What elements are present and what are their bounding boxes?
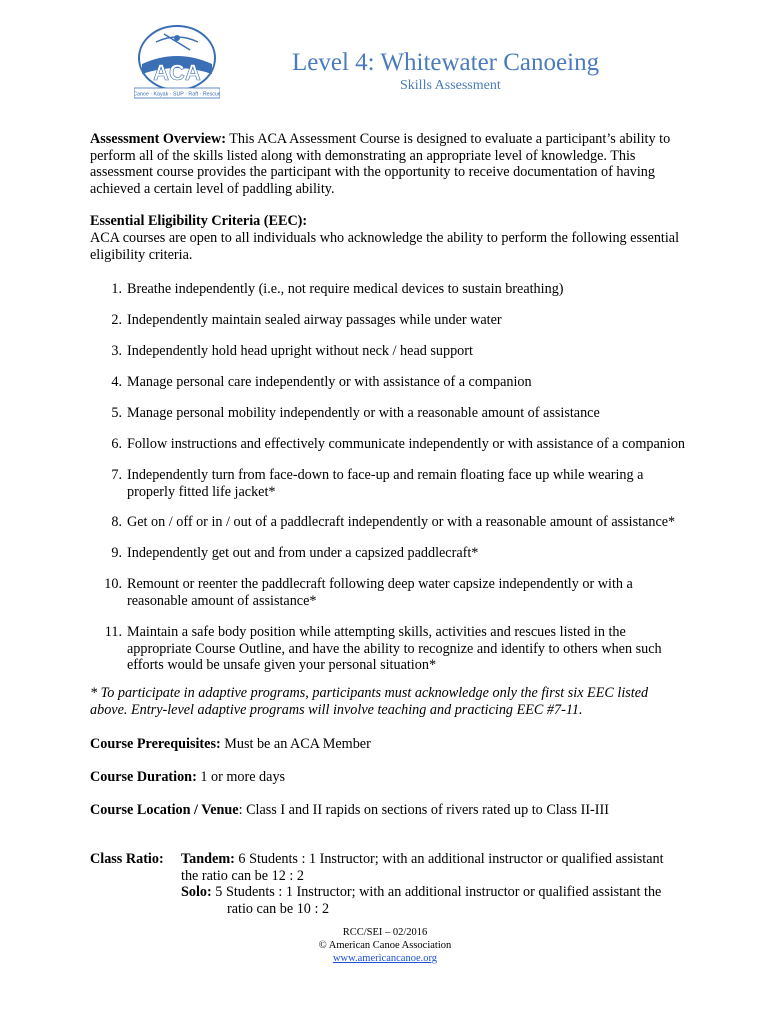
list-item-number: 2.	[111, 311, 122, 328]
overview-label: Assessment Overview:	[90, 131, 226, 147]
duration-label: Course Duration:	[90, 769, 197, 785]
eec-heading	[90, 213, 686, 230]
list-item-text: Manage personal care independently or with assistance of a companion	[127, 373, 532, 390]
list-item-text: Follow instructions and effectively communicate independently or with assistance of a companion	[127, 435, 686, 452]
list-item-text: Manage personal mobility independently or with a reasonable amount of assistance	[127, 404, 600, 421]
eec-intro: ACA courses are open to all individuals who acknowledge the ability to perform the following essential eligibility criteria.	[90, 230, 680, 263]
eec-heading-text: Essential Eligibility Criteria (EEC):	[90, 213, 308, 229]
eec-list	[90, 281, 686, 688]
list-item	[90, 545, 686, 562]
aca-logo	[134, 24, 220, 100]
venue-value: : Class I and II rapids on sections of rivers rated up to Class II-III	[238, 802, 609, 818]
list-item	[90, 343, 686, 360]
list-item	[90, 624, 686, 674]
list-item	[90, 514, 686, 531]
list-item-number: 6.	[111, 435, 122, 452]
list-item-text: Get on / off or in / out of a paddlecraft independently or with a reasonable amount of assistance*	[127, 514, 676, 531]
list-item-number: 7.	[111, 466, 122, 483]
page-subtitle: Skills Assessment	[400, 78, 501, 93]
footer-code: RCC/SEI – 02/2016	[342, 927, 428, 938]
tandem-label: Tandem:	[181, 851, 235, 867]
course-venue	[90, 802, 686, 819]
tandem-text: 6 Students : 1 Instructor; with an additional instructor or qualified assistant the ratio can be 12 : 2	[181, 851, 664, 884]
duration-value: 1 or more days	[196, 769, 286, 785]
list-item-number: 11.	[104, 624, 122, 641]
overview-text: This ACA Assessment Course is designed to evaluate a participant’s ability to perform all of the skills listed along with demonstrating an appropriate level of knowledge. This assessment course provides the participant with the opportunity to receive documentation of having achieved a certain level of paddling ability.	[90, 131, 671, 197]
ratio-solo	[181, 884, 681, 917]
list-item-text: Remount or reenter the paddlecraft following deep water capsize independently or with a reasonable amount of assistance*	[127, 576, 633, 610]
list-item-text: Breathe independently (i.e., not require medical devices to sustain breathing)	[127, 281, 564, 297]
prerequisites-value: Must be an ACA Member	[220, 736, 371, 752]
website-link[interactable]: www.americancanoe.org	[332, 953, 438, 964]
prerequisites-label: Course Prerequisites:	[90, 736, 221, 752]
list-item-number: 4.	[111, 373, 122, 390]
class-ratio-label	[90, 851, 164, 868]
adaptive-note: * To participate in adaptive programs, participants must acknowledge only the first six EEC listed above. Entry-level adaptive programs will involve teaching and practicing EEC #7-11.	[90, 685, 649, 718]
list-item-number: 8.	[111, 514, 122, 531]
footer	[0, 926, 770, 965]
logo-text: ACA	[153, 60, 201, 85]
course-duration	[90, 769, 686, 786]
list-item	[90, 312, 686, 329]
solo-text-cont: ratio can be 10 : 2	[227, 900, 330, 917]
solo-label: Solo:	[181, 884, 212, 900]
list-item	[90, 281, 686, 298]
list-item	[90, 467, 686, 500]
list-item-text: Maintain a safe body position while attempting skills, activities and rescues listed in the appropriate Course Outline, and have the ability to recognize and identify to others when such efforts would be unsafe given your personal situation*	[127, 624, 662, 674]
list-item-number: 5.	[111, 404, 122, 421]
list-item	[90, 405, 686, 422]
course-prerequisites	[90, 736, 686, 753]
list-item-text: Independently get out and from under a capsized paddlecraft*	[127, 545, 479, 562]
page-title: Level 4: Whitewater Canoeing	[292, 49, 600, 76]
logo-tagline: Canoe · Kayak · SUP · Raft · Rescue	[134, 91, 220, 98]
list-item	[90, 576, 686, 609]
list-item-number: 10.	[104, 576, 122, 593]
footer-copyright: © American Canoe Association	[318, 940, 452, 951]
list-item	[90, 436, 686, 453]
solo-text: 5 Students : 1 Instructor; with an additional instructor or qualified assistant the	[211, 884, 662, 900]
assessment-overview	[90, 131, 686, 197]
ratio-tandem	[181, 851, 681, 884]
ratio-label-text: Class Ratio:	[90, 851, 164, 867]
list-item-text: Independently maintain sealed airway passages while under water	[127, 311, 502, 328]
list-item-text: Independently turn from face-down to face-up and remain floating face up while wearing a properly fitted life jacket*	[127, 466, 644, 500]
venue-label: Course Location / Venue	[90, 802, 239, 818]
list-item	[90, 374, 686, 391]
list-item-text: Independently hold head upright without neck / head support	[127, 342, 473, 359]
list-item-number: 1.	[111, 281, 122, 297]
list-item-number: 3.	[111, 342, 122, 359]
list-item-number: 9.	[111, 545, 122, 562]
